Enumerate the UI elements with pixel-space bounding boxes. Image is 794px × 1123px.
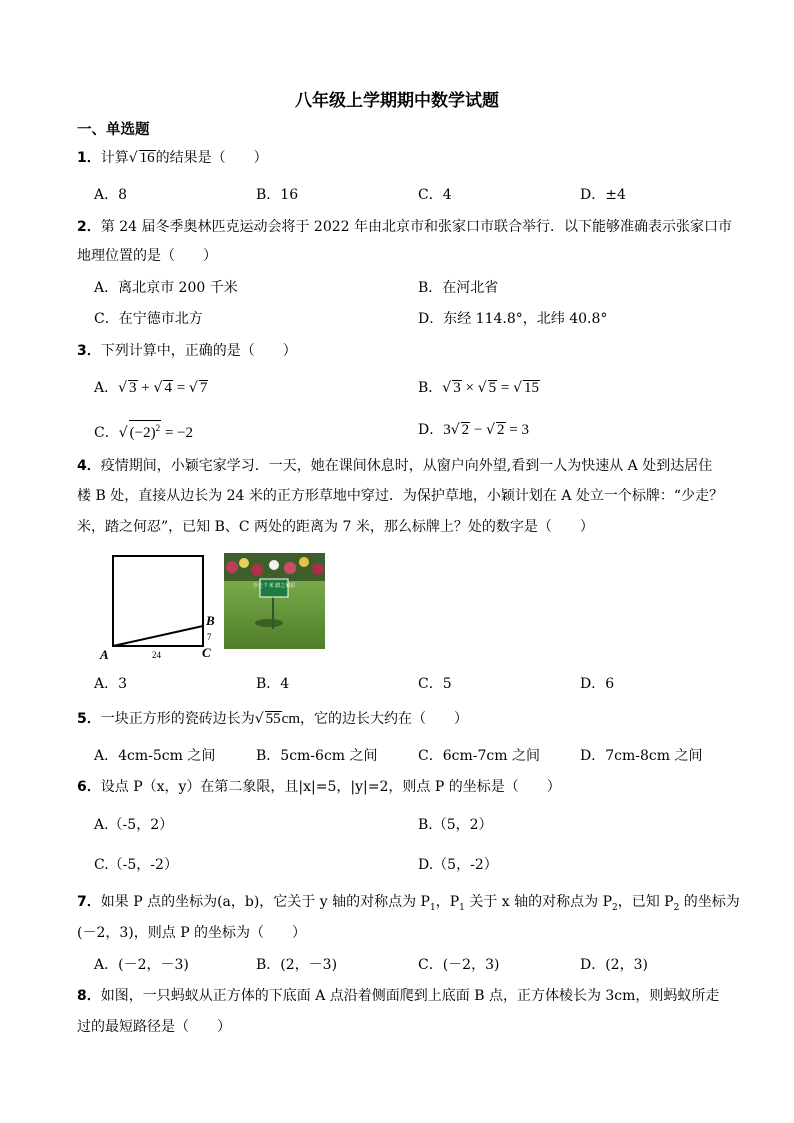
q5-option-b[interactable]: B．5cm-6cm 之间 xyxy=(256,748,378,764)
question-2 xyxy=(77,217,732,237)
section-heading: 一、单选题 xyxy=(77,122,150,138)
q2-option-b[interactable]: B．在河北省 xyxy=(418,280,499,296)
q6-option-b[interactable]: B.（5，2） xyxy=(418,817,493,833)
q4-option-b[interactable]: B．4 xyxy=(256,676,290,692)
q4-option-a[interactable]: A．3 xyxy=(94,676,128,692)
sqrt-expression: √ 55cm xyxy=(254,711,300,727)
question-8 xyxy=(77,986,719,1006)
q2-option-c[interactable]: C．在宁德市北方 xyxy=(94,311,203,327)
lawn-sign-photo xyxy=(224,553,325,649)
label-7: 7 xyxy=(207,632,212,642)
question-number: 3． xyxy=(77,343,101,359)
question-text: ，它的边长大约在（ ） xyxy=(300,711,468,727)
q6-option-d[interactable]: D.（5，-2） xyxy=(418,857,498,873)
question-text: 下列计算中，正确的是（ ） xyxy=(100,343,297,359)
sqrt-expression: √ 16 xyxy=(128,150,155,166)
question-number: 6． xyxy=(77,779,101,795)
formula: √ 3 × √ 5 = √ 15 xyxy=(442,380,539,396)
square-lawn-diagram xyxy=(96,550,220,662)
diagonal-path xyxy=(113,626,203,646)
label-b: B xyxy=(206,613,215,628)
question-7-line-2: (－2，3)，则点 P 的坐标为（ ） xyxy=(77,925,307,941)
q6-option-a[interactable]: A.（-5，2） xyxy=(94,817,174,833)
q7-option-b[interactable]: B．(2，－3) xyxy=(256,957,338,973)
q5-option-a[interactable]: A．4cm-5cm 之间 xyxy=(94,748,216,764)
question-2-line-2: 地理位置的是（ ） xyxy=(77,248,217,264)
question-number: 5． xyxy=(77,711,101,727)
formula: √ $(-2)^2 = -2$ xyxy=(119,425,193,441)
q2-option-a[interactable]: A．离北京市 200 千米 xyxy=(94,280,238,296)
question-number: 4． xyxy=(77,458,101,474)
label-c: C xyxy=(202,645,211,660)
q7-option-d[interactable]: D．(2，3) xyxy=(580,957,648,973)
question-text: 疫情期间，小颖宅家学习．一天，她在课间休息时，从窗户向外望,看到一人为快速从 A 处到达居住 xyxy=(100,458,713,474)
q2-option-d[interactable]: D．东经 114.8°，北纬 40.8° xyxy=(418,311,608,327)
q3-option-d[interactable]: D．3√ 2 − √ 2 = 3 xyxy=(418,422,530,438)
formula: √ 3 + √ 4 = √ 7 xyxy=(118,380,208,396)
question-text: 的结果是（ ） xyxy=(155,150,268,166)
question-text: 设点 P（x，y）在第二象限，且|x|=5，|y|=2，则点 P 的坐标是（ ） xyxy=(100,779,561,795)
q4-option-d[interactable]: D．6 xyxy=(580,676,615,692)
question-number: 2． xyxy=(77,219,101,235)
q4-option-c[interactable]: C．5 xyxy=(418,676,452,692)
q1-option-b[interactable]: B．16 xyxy=(256,187,299,203)
q1-option-d[interactable]: D．±4 xyxy=(580,187,626,203)
question-text: 如果 P 点的坐标为(a，b)，它关于 y 轴的对称点为 $P_1$，$P_1$ 关于 x 轴的对称点为 $P_2$，已知 $P_2$ 的坐标为 xyxy=(100,894,740,913)
label-24: 24 xyxy=(152,650,161,660)
q5-option-d[interactable]: D．7cm-8cm 之间 xyxy=(580,748,703,764)
q1-option-a[interactable]: A．8 xyxy=(94,187,128,203)
question-3 xyxy=(77,341,297,361)
question-4 xyxy=(77,456,712,476)
question-7 xyxy=(77,892,740,918)
question-text: 一块正方形的瓷砖边长为 xyxy=(100,711,255,727)
question-6 xyxy=(77,777,561,797)
q3-option-c[interactable]: C．√ $(-2)^2 = -2$ xyxy=(94,420,193,443)
question-4-line-3: 米，踏之何忍”，已知 B、C 两处的距离为 7 米，那么标牌上？处的数字是（ ） xyxy=(77,519,594,535)
question-text: 第 24 届冬季奥林匹克运动会将于 2022 年由北京市和张家口市联合举行．以下能够准确表示张家口市 xyxy=(100,219,732,235)
question-1 xyxy=(77,148,268,168)
question-4-line-2: 楼 B 处，直接从边长为 24 米的正方形草地中穿过．为保护草地，小颖计划在 A 处立一个标牌：“少走？ xyxy=(77,488,724,504)
question-number: 8． xyxy=(77,988,101,1004)
q3-option-a[interactable]: A．√ 3 + √ 4 = √ 7 xyxy=(94,380,208,396)
sign-text: 少走 ? 米 踏之何忍 xyxy=(252,583,296,589)
question-number: 7． xyxy=(77,894,101,910)
q3-option-b[interactable]: B．√ 3 × √ 5 = √ 15 xyxy=(418,380,539,396)
question-8-line-2: 过的最短路径是（ ） xyxy=(77,1019,231,1035)
q5-option-c[interactable]: C．6cm-7cm 之间 xyxy=(418,748,540,764)
question-text: 如图，一只蚂蚁从正方体的下底面 A 点沿着侧面爬到上底面 B 点，正方体棱长为 3cm，则蚂蚁所走 xyxy=(100,988,720,1004)
question-text: 计算 xyxy=(100,150,129,166)
q7-option-a[interactable]: A．(－2，－3) xyxy=(94,957,189,973)
page-title: 八年级上学期期中数学试题 xyxy=(295,91,499,111)
q1-option-c[interactable]: C．4 xyxy=(418,187,452,203)
q6-option-c[interactable]: C.（-5，-2） xyxy=(94,857,178,873)
q7-option-c[interactable]: C．(－2，3) xyxy=(418,957,500,973)
question-number: 1． xyxy=(77,150,101,166)
label-a: A xyxy=(100,647,109,662)
question-5 xyxy=(77,709,468,729)
formula: 3√ 2 − √ 2 = 3 xyxy=(443,422,530,438)
square-outline xyxy=(113,556,203,646)
